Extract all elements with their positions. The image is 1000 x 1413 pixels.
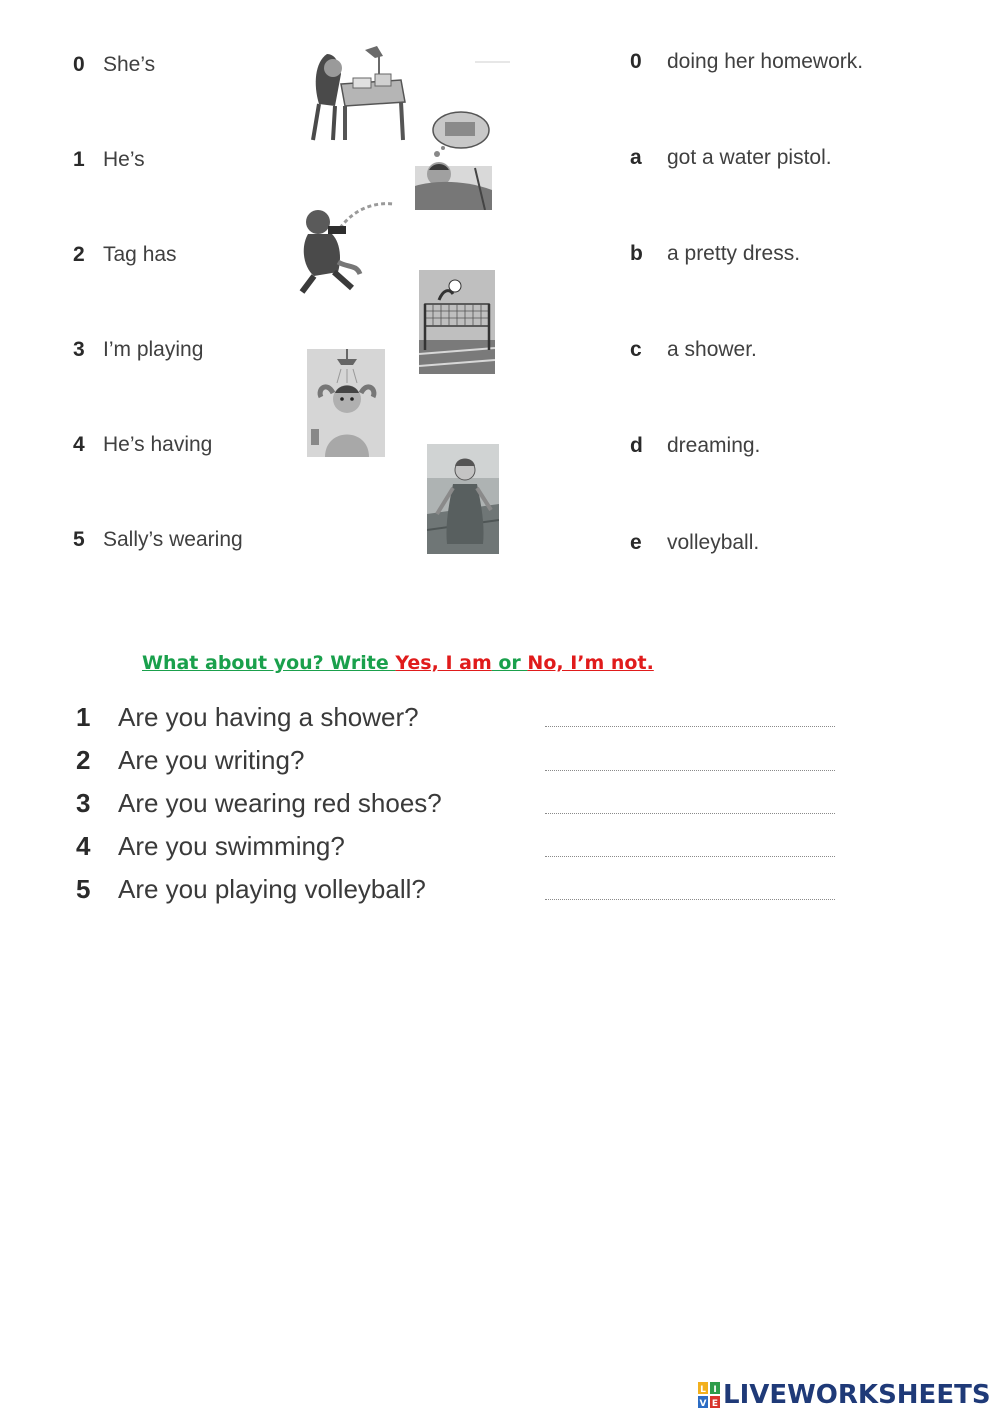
- logo-wordmark: LIVEWORKSHEETS: [723, 1380, 991, 1410]
- left-item-3: [73, 337, 203, 363]
- item-text: dreaming.: [667, 434, 761, 457]
- tag-water-pistol-illustration: [290, 198, 396, 294]
- answer-field-5[interactable]: [545, 877, 835, 900]
- question-text: Are you wearing red shoes?: [118, 788, 442, 818]
- item-text: I’m playing: [103, 338, 204, 361]
- item-number: 0: [73, 53, 85, 76]
- item-text: Tag has: [103, 243, 177, 266]
- sally-dress-illustration: [427, 444, 499, 554]
- item-letter: 0: [630, 50, 642, 73]
- item-text: He’s having: [103, 433, 213, 456]
- instruction-yes-answer: Yes, I am: [395, 652, 492, 674]
- mark-letter: I: [713, 1385, 717, 1395]
- item-text: Sally’s wearing: [103, 528, 243, 551]
- item-text: a pretty dress.: [667, 242, 801, 265]
- question-text: Are you having a shower?: [118, 702, 419, 732]
- instruction-line: [142, 650, 654, 676]
- question-number: 1: [76, 702, 91, 732]
- left-item-4: [73, 432, 212, 458]
- instruction-no-answer: No, I’m not.: [527, 652, 654, 674]
- left-item-1: [73, 147, 145, 173]
- question-text: Are you writing?: [118, 745, 305, 775]
- right-item-0: [630, 49, 863, 75]
- question-2: [76, 744, 304, 776]
- answer-field-2[interactable]: [545, 748, 835, 771]
- item-text: volleyball.: [667, 531, 760, 554]
- right-item-b: [630, 241, 800, 267]
- item-text: He’s: [103, 148, 145, 171]
- question-3: [76, 787, 442, 819]
- question-number: 4: [76, 831, 91, 861]
- item-number: 1: [73, 148, 85, 171]
- right-item-e: [630, 530, 759, 556]
- left-item-0: [73, 52, 155, 78]
- question-5: [76, 873, 426, 905]
- left-item-2: [73, 242, 177, 268]
- item-number: 3: [73, 338, 85, 361]
- question-text: Are you swimming?: [118, 831, 345, 861]
- left-item-5: [73, 527, 243, 553]
- boy-dreaming-illustration: [415, 108, 492, 210]
- question-number: 3: [76, 788, 91, 818]
- right-item-a: [630, 145, 832, 171]
- item-text: doing her homework.: [667, 50, 864, 73]
- item-letter: b: [630, 242, 643, 265]
- liveworksheets-mark-icon: [698, 1382, 720, 1408]
- item-letter: e: [630, 531, 642, 554]
- item-number: 2: [73, 243, 85, 266]
- right-item-d: [630, 433, 760, 459]
- volleyball-net-illustration: [419, 270, 495, 374]
- mark-letter: V: [699, 1399, 707, 1408]
- answer-field-4[interactable]: [545, 834, 835, 857]
- question-1: [76, 701, 419, 733]
- answer-field-1[interactable]: [545, 704, 835, 727]
- question-text: Are you playing volleyball?: [118, 874, 426, 904]
- right-item-c: [630, 337, 757, 363]
- mark-letter: E: [711, 1399, 719, 1408]
- question-number: 2: [76, 745, 91, 775]
- item-number: 5: [73, 528, 85, 551]
- item-letter: d: [630, 434, 643, 457]
- question-4: [76, 830, 345, 862]
- question-number: 5: [76, 874, 91, 904]
- item-letter: a: [630, 146, 642, 169]
- boy-shower-illustration: [307, 349, 385, 457]
- answer-field-3[interactable]: [545, 791, 835, 814]
- liveworksheets-logo: [698, 1378, 991, 1412]
- item-letter: c: [630, 338, 642, 361]
- instruction-prompt: What about you? Write: [142, 652, 396, 674]
- mark-letter: L: [700, 1385, 706, 1395]
- instruction-or: or: [491, 652, 528, 674]
- item-text: got a water pistol.: [667, 146, 832, 169]
- item-number: 4: [73, 433, 85, 456]
- item-text: She’s: [103, 53, 156, 76]
- item-text: a shower.: [667, 338, 757, 361]
